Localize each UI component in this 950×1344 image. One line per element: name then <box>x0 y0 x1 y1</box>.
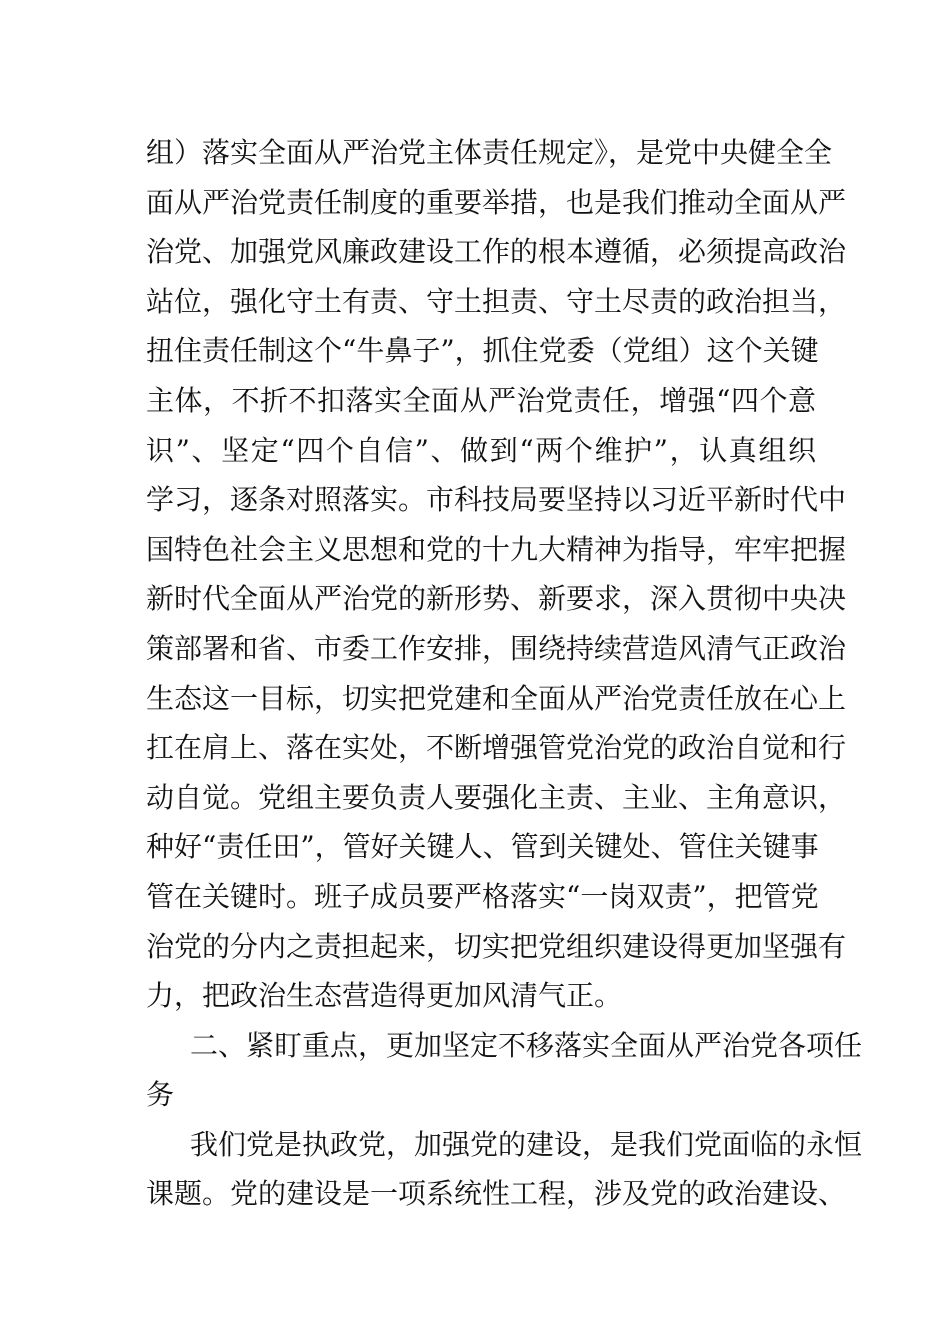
body-text <box>146 128 863 1219</box>
text-line: 组）落实全面从严治党主体责任规定》，是党中央健全全 <box>146 136 833 169</box>
text-line: 管在关键时。班子成员要严格落实“一岗双责”，把管党 <box>146 879 819 913</box>
text-line: 策部署和省、市委工作安排，围绕持续营造风清气正政治 <box>146 631 847 665</box>
text-line: 新时代全面从严治党的新形势、新要求，深入贯彻中央决 <box>146 582 847 616</box>
text-line: 扭住责任制这个“牛鼻子”，抓住党委（党组）这个关键 <box>146 334 819 368</box>
text-line: 生态这一目标，切实把党建和全面从严治党责任放在心上 <box>146 681 847 715</box>
text-line: 治党、加强党风廉政建设工作的根本遵循，必须提高政治 <box>146 235 847 269</box>
text-line: 国特色社会主义思想和党的十九大精神为指导，牢牢把握 <box>146 532 847 566</box>
text-line: 治党的分内之责担起来，切实把党组织建设得更加坚强有 <box>146 929 847 963</box>
section-heading-2 <box>146 1021 863 1120</box>
paragraph-responsibility <box>146 128 847 1021</box>
text-line: 站位，强化守土有责、守土担责、守土尽责的政治担当， <box>146 284 847 318</box>
text-line: 学习，逐条对照落实。市科技局要坚持以习近平新时代中 <box>146 483 847 517</box>
heading-line: 务 <box>146 1078 175 1112</box>
text-line: 种好“责任田”，管好关键人、管到关键处、管住关键事 <box>146 830 819 864</box>
text-line: 我们党是执政党，加强党的建设，是我们党面临的永恒 <box>190 1127 863 1161</box>
text-line: 面从严治党责任制度的重要举措，也是我们推动全面从严 <box>146 185 847 219</box>
heading-line: 二、紧盯重点，更加坚定不移落实全面从严治党各项任 <box>190 1028 863 1062</box>
text-line: 扛在肩上、落在实处，不断增强管党治党的政治自觉和行 <box>146 731 847 765</box>
text-line: 力，把政治生态营造得更加风清气正。 <box>146 979 623 1013</box>
text-line: 课题。党的建设是一项系统性工程，涉及党的政治建设、 <box>146 1177 847 1211</box>
text-line: 主体，不折不扣落实全面从严治党责任，增强“四个意 <box>146 383 816 417</box>
text-line: 识”、坚定“四个自信”、做到“两个维护”，认真组织 <box>146 433 816 467</box>
text-line: 动自觉。党组主要负责人要强化主责、主业、主角意识， <box>146 780 847 814</box>
paragraph-party-building <box>146 1120 863 1219</box>
